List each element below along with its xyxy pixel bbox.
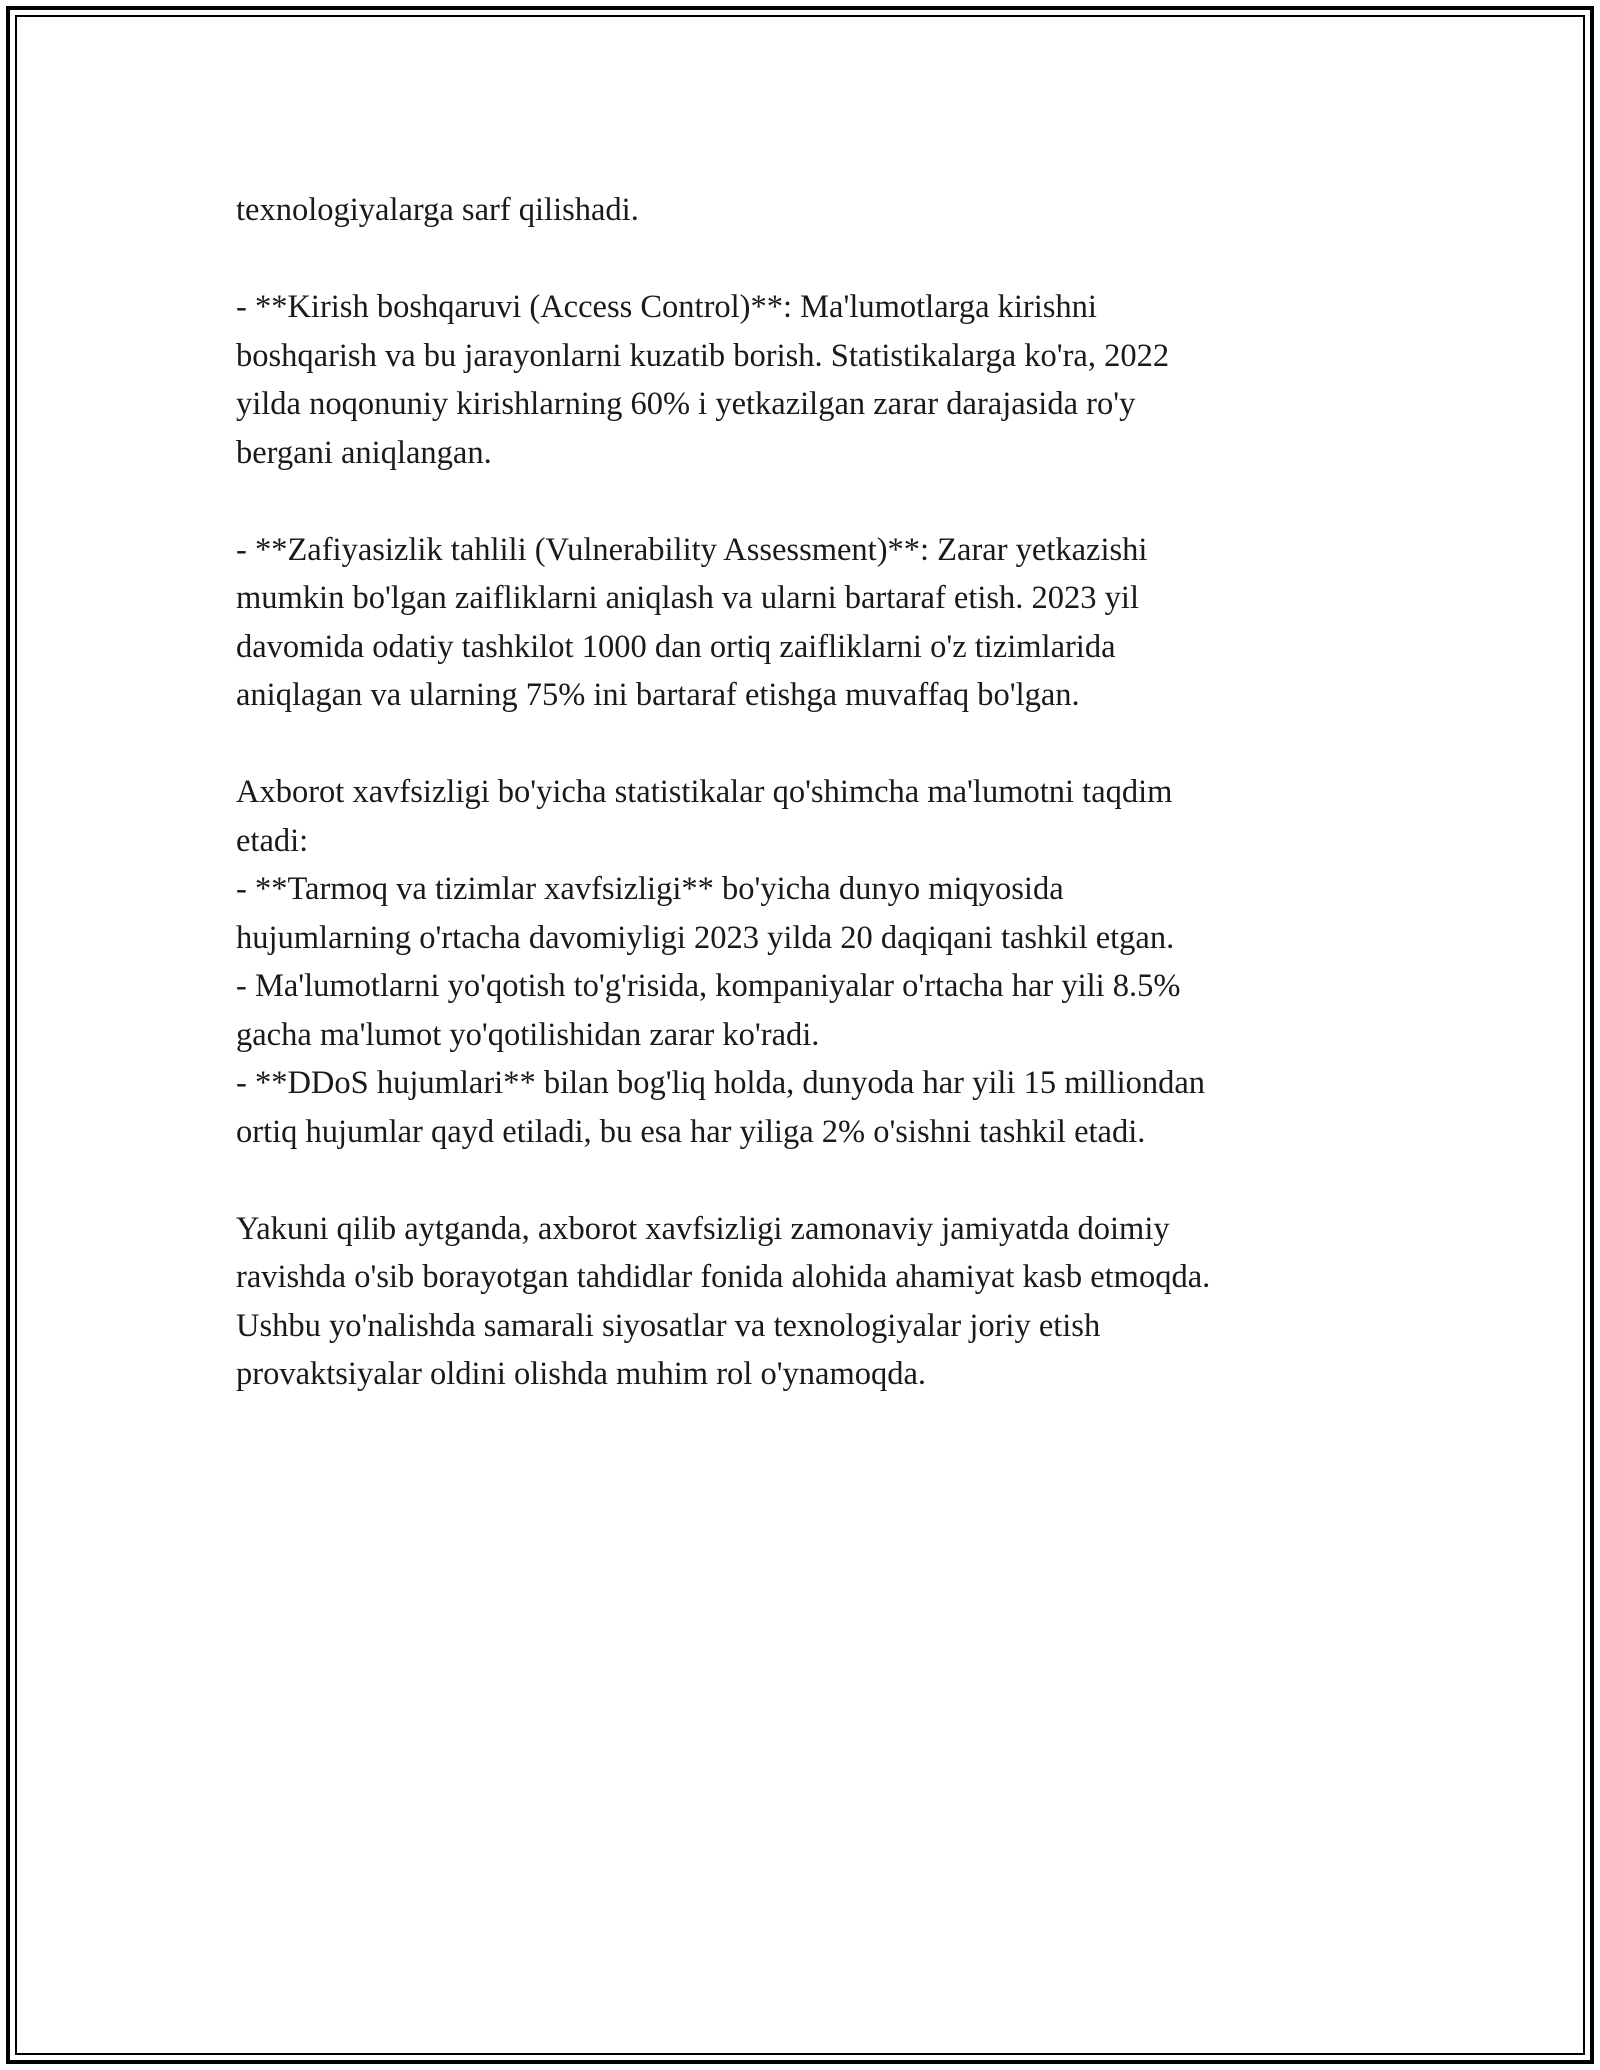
text-line: ravishda o'sib borayotgan tahdidlar fonida alohida ahamiyat kasb etmoqda.: [236, 1259, 1211, 1295]
text-line: mumkin bo'lgan zaifliklarni aniqlash va ularni bartaraf etish. 2023 yil: [236, 580, 1139, 616]
paragraph-access-control: [236, 283, 1386, 477]
paragraph-gap: [236, 235, 1386, 284]
text-line: - **Tarmoq va tizimlar xavfsizligi** bo'yicha dunyo miqyosida: [236, 871, 1064, 907]
text-line: provaktsiyalar oldini olishda muhim rol o'ynamoqda.: [236, 1356, 927, 1392]
text-line: aniqlagan va ularning 75% ini bartaraf etishga muvaffaq bo'lgan.: [236, 677, 1080, 713]
text-line: Ushbu yo'nalishda samarali siyosatlar va texnologiyalar joriy etish: [236, 1307, 1101, 1344]
paragraph-gap: [236, 477, 1386, 526]
text-line: ortiq hujumlar qayd etiladi, bu esa har yiliga 2% o'sishni tashkil etadi.: [236, 1113, 1146, 1150]
paragraph-gap: [236, 1156, 1386, 1205]
text-line: texnologiyalarga sarf qilishadi.: [236, 192, 639, 228]
text-line: gacha ma'lumot yo'qotilishidan zarar ko'radi.: [236, 1016, 820, 1053]
text-line: davomida odatiy tashkilot 1000 dan ortiq zaifliklarni o'z tizimlarida: [236, 628, 1116, 665]
text-line: - Ma'lumotlarni yo'qotish to'g'risida, kompaniyalar o'rtacha har yili 8.5%: [236, 968, 1181, 1004]
text-line: yilda noqonuniy kirishlarning 60% i yetkazilgan zarar darajasida ro'y: [236, 386, 1136, 422]
paragraph-conclusion: [236, 1205, 1386, 1399]
text-line: boshqarish va bu jarayonlarni kuzatib borish. Statistikalarga ko'ra, 2022: [236, 337, 1170, 374]
paragraph-intro-continuation: [236, 186, 1386, 235]
text-line: - **Kirish boshqaruvi (Access Control)**: Ma'lumotlarga kirishni: [236, 289, 1097, 325]
text-line: - **DDoS hujumlari** bilan bog'liq holda, dunyoda har yili 15 milliondan: [236, 1065, 1206, 1101]
text-line: Yakuni qilib aytganda, axborot xavfsizligi zamonaviy jamiyatda doimiy: [236, 1210, 1170, 1247]
text-line: Axborot xavfsizligi bo'yicha statistikalar qo'shimcha ma'lumotni taqdim: [236, 774, 1173, 810]
text-line: etadi:: [236, 822, 309, 859]
paragraph-vulnerability-assessment: [236, 526, 1386, 720]
document-body: [236, 186, 1386, 1399]
text-line: bergani aniqlangan.: [236, 434, 492, 471]
paragraph-gap: [236, 720, 1386, 769]
paragraph-statistics: [236, 768, 1386, 1156]
text-line: - **Zafiyasizlik tahlili (Vulnerability Assessment)**: Zarar yetkazishi: [236, 531, 1148, 568]
text-line: hujumlarning o'rtacha davomiyligi 2023 yilda 20 daqiqani tashkil etgan.: [236, 919, 1175, 956]
